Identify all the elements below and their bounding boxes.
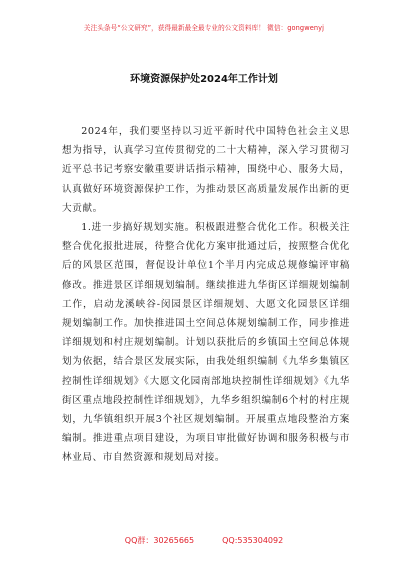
qq-group-number: QQ群：30265665 xyxy=(124,536,195,545)
promo-banner: 关注头条号“公文研究”，获得最新最全最专业的公文资料库！ 微信：gongwenyj xyxy=(83,24,325,32)
paragraph-intro: 2024年，我们要坚持以习近平新时代中国特色社会主义思想为指导，认真学习宣传贯彻党的二十大精神，深入学习贯彻习近平总书记考察安徽重要讲话指示精神，围绕中心、服务大局，认真做好环境资源保护工作，为推动景区高质量发展作出新的更大贡献。 xyxy=(62,126,350,214)
document-title: 环境资源保护处2024年工作计划 xyxy=(130,74,278,85)
contact-footer xyxy=(0,535,408,546)
document-body xyxy=(62,122,350,468)
paragraph-planning: 1.进一步搞好规划实施。积极跟进整合优化工作。积极关注整合优化报批进展，待整合优化方案审批通过后，按照整合优化后的风景区范围，督促设计单位1个半月内完成总规修编评审稿修改。推进景区详细规划编制。继续推进九华街区详细规划编制工作，启动龙溪峡谷-闵园景区详细规划、大愿文化园景区详细规划编制工作。加快推进国土空间总体规划编制工作，同步推进详细规划和村庄规划编制。计划以获批后的乡镇国土空间总体规划为依据，结合景区发展实际，由我处组织编制《九华乡集镇区控制性详细规划》《大愿文化园南部地块控制性详细规划》《九华街区重点地段控制性详细规划》，九华乡组织编制6个村的村庄规划，九华镇组织开展3个社区规划编制。开展重点地段整治方案编制。推进重点项目建设，为项目审批做好协调和服务积极与市林业局、市自然资源和规划局对接。 xyxy=(62,222,350,464)
qq-number: QQ:535304092 xyxy=(222,536,284,545)
